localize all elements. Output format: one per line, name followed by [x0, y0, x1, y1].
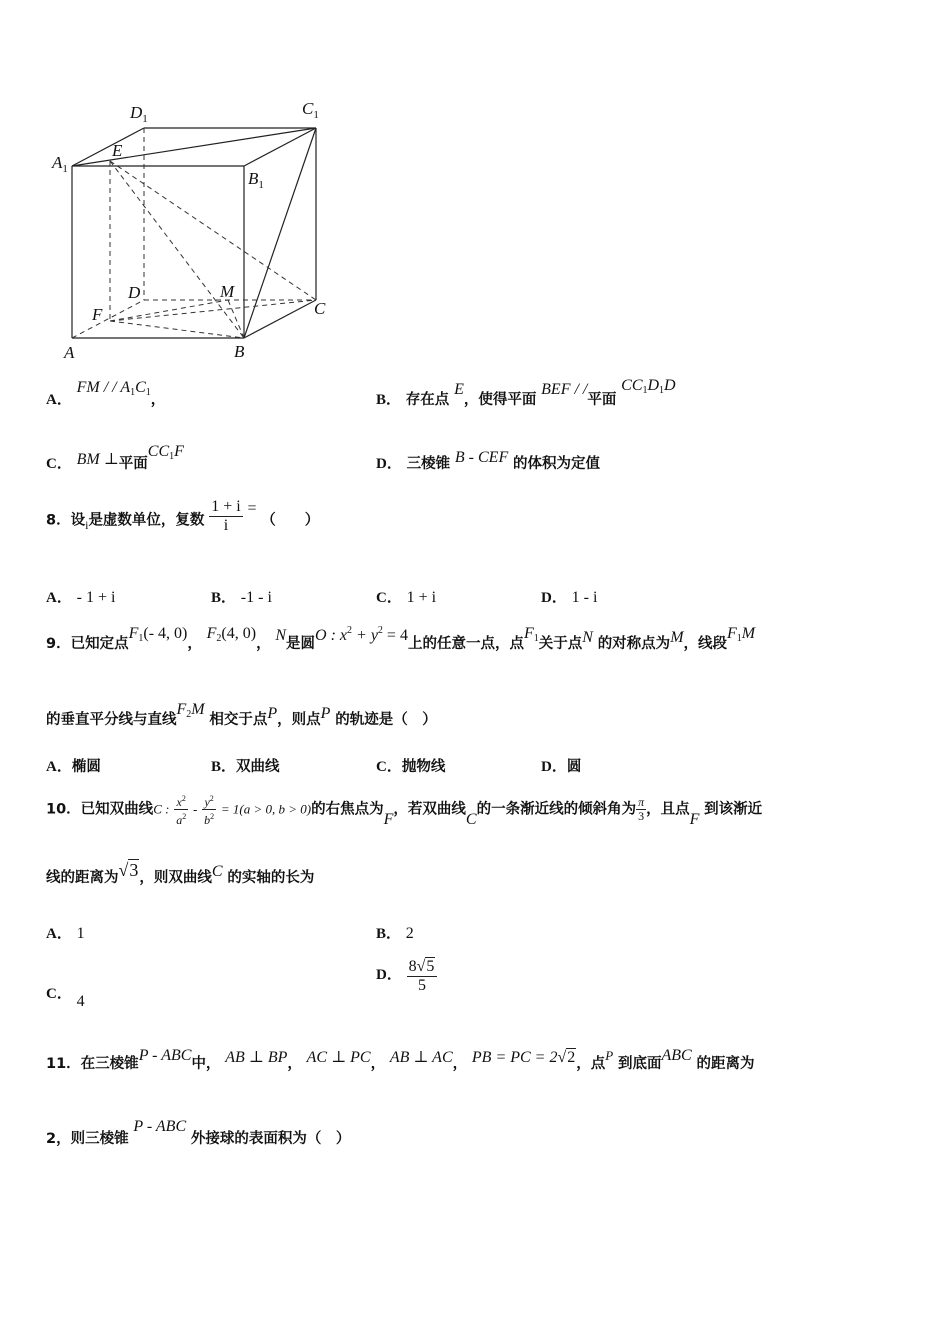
q10-stem-line1: 10．已知双曲线C : $\frac{x^2}{a^2}$ - $\frac{y^2}{b^2}$ = 1(a > 0, b > 0)的右焦点为F，若双曲线C的一条渐近线的倾斜角为 $\frac{\pi}{3}$ ，且点F 到该渐近	[46, 794, 763, 828]
fraction-y2-b2: $\frac{y^2}{b^2}$	[204, 794, 215, 827]
q9-stem-line2: 的垂直平分线与直线$F_2M$ 相交于点P，则点P 的轨迹是（ ）	[46, 701, 437, 728]
label-F: F	[92, 305, 103, 324]
q9-option-d[interactable]: D．圆	[541, 759, 582, 775]
option-label: D．	[376, 456, 402, 472]
segment-E-B	[110, 161, 244, 338]
q10-option-c[interactable]: C． 4	[46, 986, 85, 1010]
fraction-pi-3: $\frac{\pi}{3}$	[638, 795, 645, 823]
q9-option-b[interactable]: B．双曲线	[211, 759, 280, 775]
fraction: $\frac{1 + i}{i}$	[211, 498, 241, 534]
label-M: M	[220, 282, 235, 301]
q8-stem: 8．设$_i$是虚数单位，复数 $\frac{1 + i}{i}$ = （ ）	[46, 498, 320, 534]
q11-stem-line1: 11．在三棱锥P - ABC中， AB ⊥ BP， AC ⊥ PC， AB ⊥ AC， PB = PC = 2√2，点P 到底面ABC 的距离为	[46, 1047, 755, 1072]
q8-option-a[interactable]: A． - 1 + i	[46, 589, 116, 606]
q7-option-c[interactable]: C． BM ⊥平面$CC_1F$	[46, 443, 184, 472]
label-A1: $A_1$	[52, 153, 68, 175]
segment-E-C	[110, 161, 316, 300]
q8-option-c[interactable]: C． 1 + i	[376, 589, 437, 606]
segment-F-C	[110, 300, 316, 321]
q7-option-d[interactable]: D． 三棱锥 B - CEF 的体积为定值	[376, 449, 601, 472]
q9-stem-line1: 9．已知定点$F_1(-$ 4, 0)， $F_2(4$, 0)， N是圆O : $x^2 + y^2 = 4$上的任意一点，点$F_1$关于点N 的对称点为M，线段$F_1M$	[46, 625, 756, 652]
cube-figure	[40, 90, 350, 365]
q7-option-b[interactable]: B． 存在点 E，使得平面 BEF / /平面 $CC_1D_1D$	[376, 377, 676, 408]
label-D: D	[128, 283, 141, 302]
q10-option-a[interactable]: A． 1	[46, 925, 85, 942]
segment-F-B	[110, 321, 244, 338]
label-D1: $D_1$	[130, 103, 148, 125]
fraction-8sqrt5-5: $\frac{8√5}{5}$	[407, 958, 438, 995]
q9-option-c[interactable]: C．抛物线	[376, 759, 446, 775]
q8-option-b[interactable]: B． -1 - i	[211, 589, 272, 606]
hidden-edge-A-D	[72, 300, 144, 338]
label-B1: $B_1$	[248, 169, 264, 191]
label-B: B	[234, 342, 245, 361]
segment-B-M	[228, 300, 244, 338]
q8-option-d[interactable]: D． 1 - i	[541, 589, 598, 606]
option-label: A．	[46, 392, 72, 408]
option-label: C．	[46, 456, 72, 472]
label-E: E	[112, 141, 123, 160]
q10-option-d[interactable]: D． $\frac{8√5}{5}$	[376, 958, 437, 995]
label-C: C	[314, 299, 326, 318]
q7-option-a[interactable]: A． FM / / $A_1C_1$，	[46, 379, 166, 408]
q10-option-b[interactable]: B． 2	[376, 925, 414, 942]
q11-stem-line2: 2，则三棱锥 P - ABC 外接球的表面积为（ ）	[46, 1118, 351, 1147]
label-A: A	[64, 343, 75, 362]
q9-option-a[interactable]: A．椭圆	[46, 759, 101, 775]
option-label: B．	[376, 392, 402, 408]
q10-stem-line2: 线的距离为√3，则双曲线C 的实轴的长为	[46, 860, 315, 886]
fraction-x2-a2: $\frac{x^2}{a^2}$	[176, 794, 187, 827]
label-C1: $C_1$	[302, 99, 319, 121]
